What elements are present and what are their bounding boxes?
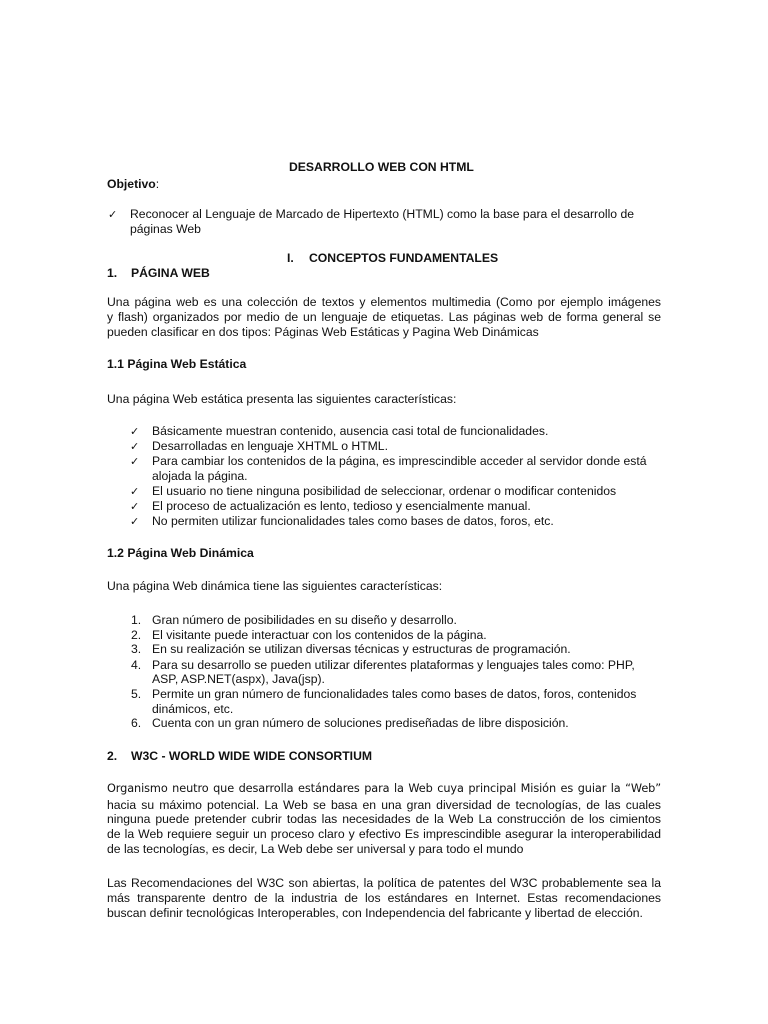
- check-icon: ✓: [130, 485, 140, 498]
- list-number: 1.: [131, 613, 142, 627]
- check-icon: ✓: [130, 515, 140, 528]
- document-title: DESARROLLO WEB CON HTML: [289, 160, 474, 174]
- section-title: PÁGINA WEB: [131, 266, 210, 280]
- list-item: Desarrolladas en lenguaje XHTML o HTML.: [152, 439, 388, 453]
- subsection-title: 1.2 Página Web Dinámica: [107, 546, 254, 560]
- check-icon: ✓: [108, 208, 118, 221]
- chapter-title: CONCEPTOS FUNDAMENTALES: [309, 251, 499, 265]
- paragraph-line: Las Recomendaciones del W3C son abiertas, la política de patentes del W3C probablemente sea la: [107, 876, 661, 890]
- paragraph-line: y flash) organizados por medio de un lenguaje de etiquetas. Las páginas web de forma general se: [107, 310, 661, 324]
- list-number: 6.: [131, 716, 142, 730]
- paragraph-line: de la Web requiere seguir un proceso claro y efectivo Es imprescindible asegurar la interoperabilidad: [107, 827, 661, 841]
- section-number: 1.: [107, 266, 118, 280]
- subsection-intro: Una página Web dinámica tiene las siguientes características:: [107, 579, 443, 593]
- paragraph-line: Una página web es una colección de textos y elementos multimedia (Como por ejemplo imágenes: [107, 295, 661, 309]
- list-item: Para su desarrollo se pueden utilizar diferentes plataformas y lenguajes tales como: PHP,: [152, 658, 635, 672]
- list-item: alojada la página.: [152, 469, 248, 483]
- list-item: Permite un gran número de funcionalidades tales como bases de datos, foros, contenidos: [152, 687, 637, 701]
- chapter-number: I.: [287, 251, 294, 265]
- list-item: En su realización se utilizan diversas técnicas y estructuras de programación.: [152, 642, 571, 656]
- objective-item-line: Reconocer al Lenguaje de Marcado de Hipertexto (HTML) como la base para el desarrollo de: [130, 207, 635, 221]
- paragraph-line: ninguna puede pretender cubrir todas las necesidades de la Web La construcción de los cimientos: [107, 812, 661, 826]
- list-item: Básicamente muestran contenido, ausencia casi total de funcionalidades.: [152, 424, 549, 438]
- check-icon: ✓: [130, 440, 140, 453]
- list-item: El visitante puede interactuar con los contenidos de la página.: [152, 628, 487, 642]
- objective-label: Objetivo: [107, 177, 156, 191]
- paragraph-line: más transparente dentro de la industria de los estándares en Internet. Estas recomendaciones: [107, 891, 661, 905]
- list-item: ASP, ASP.NET(aspx), Java(jsp).: [152, 672, 325, 686]
- list-item: El proceso de actualización es lento, tedioso y esencialmente manual.: [152, 499, 531, 513]
- list-number: 3.: [131, 642, 142, 656]
- paragraph-line: buscan definir tecnológicas Interoperables, con Independencia del fabricante y libertad de elección.: [107, 906, 643, 920]
- paragraph-line: pueden clasificar en dos tipos: Páginas Web Estáticas y Pagina Web Dinámicas: [107, 325, 539, 339]
- paragraph-line: hacia su máximo potencial. La Web se basa en una gran diversidad de tecnologías, de las cuales: [107, 798, 661, 812]
- objective-item-line: páginas Web: [130, 222, 201, 236]
- list-item: Gran número de posibilidades en su diseño y desarrollo.: [152, 613, 457, 627]
- list-item: El usuario no tiene ninguna posibilidad de seleccionar, ordenar o modificar contenidos: [152, 484, 617, 498]
- check-icon: ✓: [130, 455, 140, 468]
- paragraph-line: de las tecnologías, es decir, La Web debe ser universal y para todo el mundo: [107, 842, 524, 856]
- list-item: No permiten utilizar funcionalidades tales como bases de datos, foros, etc.: [152, 514, 554, 528]
- list-number: 4.: [131, 658, 142, 672]
- check-icon: ✓: [130, 500, 140, 513]
- paragraph-line: Organismo neutro que desarrolla estándares para la Web cuya principal Misión es guiar la “Web”: [107, 782, 661, 795]
- section-number: 2.: [107, 749, 118, 763]
- list-item: Para cambiar los contenidos de la página, es imprescindible acceder al servidor donde está: [152, 454, 647, 468]
- list-number: 2.: [131, 628, 142, 642]
- subsection-title: 1.1 Página Web Estática: [107, 357, 247, 371]
- list-item: Cuenta con un gran número de soluciones prediseñadas de libre disposición.: [152, 716, 569, 730]
- list-item: dinámicos, etc.: [152, 702, 234, 716]
- section-title: W3C - WORLD WIDE WIDE CONSORTIUM: [131, 749, 373, 763]
- subsection-intro: Una página Web estática presenta las siguientes características:: [107, 392, 457, 406]
- objective-heading: [107, 177, 159, 191]
- check-icon: ✓: [130, 425, 140, 438]
- list-number: 5.: [131, 687, 142, 701]
- objective-colon: :: [155, 177, 160, 191]
